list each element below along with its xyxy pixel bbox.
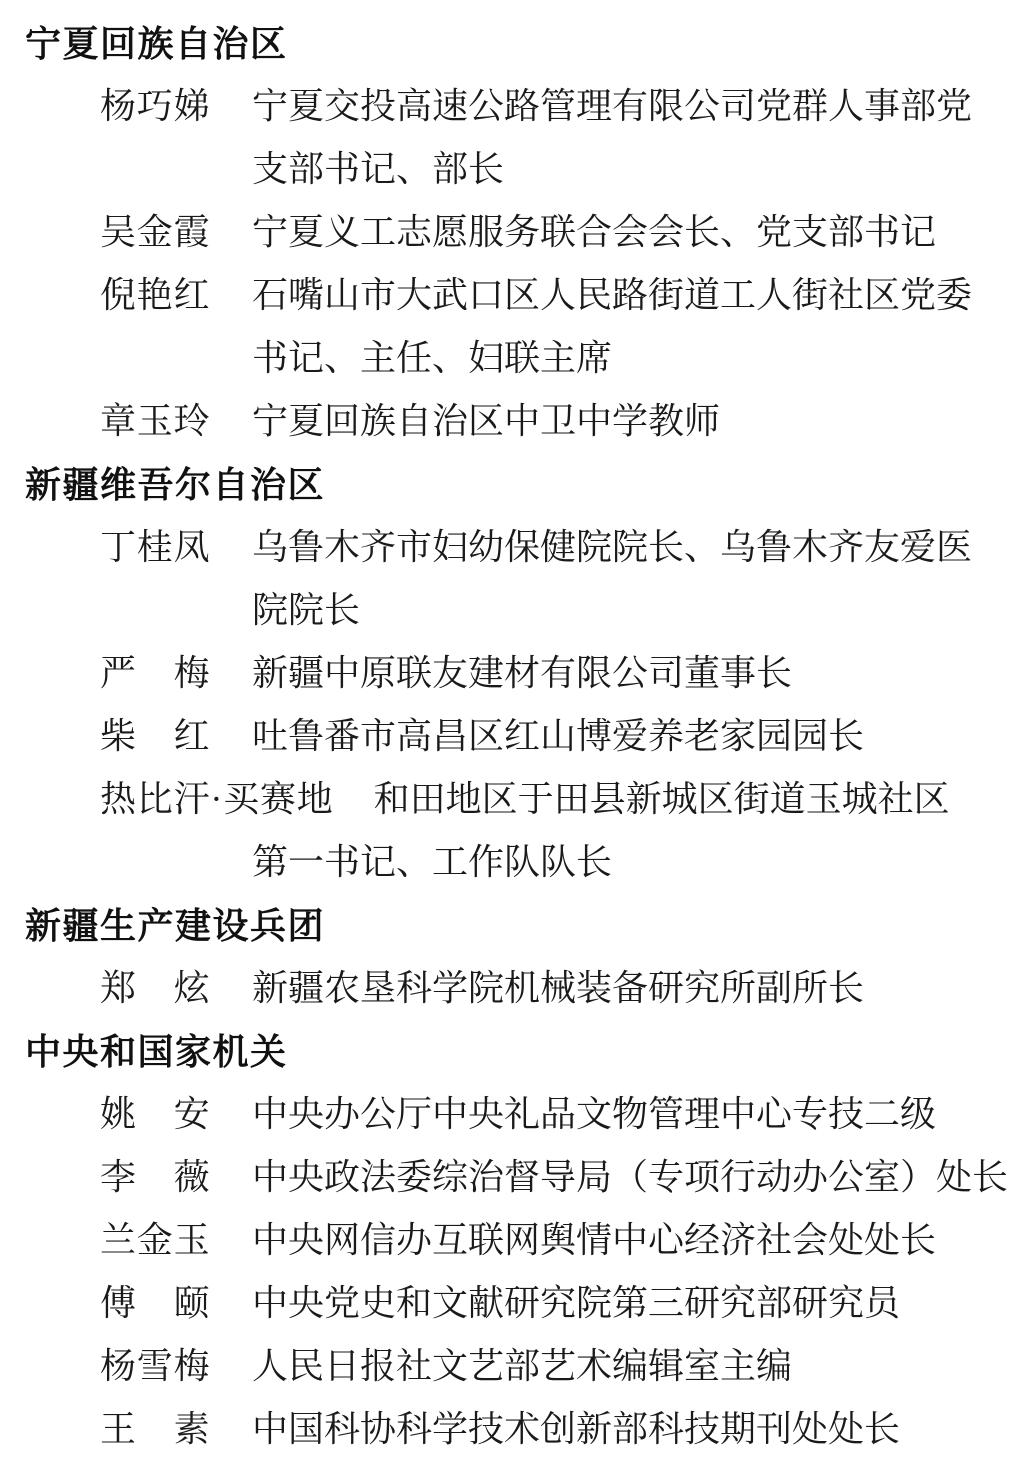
entry-title-line: 吐鲁番市高昌区红山博爱养老家园园长 [252, 716, 865, 756]
entry-first-line [0, 516, 1025, 579]
entry-first-line [0, 768, 1025, 831]
person-name: 热比汗·买赛地 [100, 779, 334, 819]
list-item [0, 1146, 1025, 1209]
entry-title-continuation: 院院长 [252, 590, 361, 630]
person-name: 柴 红 [100, 716, 211, 756]
list-item [0, 957, 1025, 1020]
entry-first-line [0, 264, 1025, 327]
entry-title-line: 中央党史和文献研究院第三研究部研究员 [252, 1283, 901, 1323]
entry-first-line [0, 1146, 1025, 1209]
entry-title-line: 宁夏义工志愿服务联合会会长、党支部书记 [252, 212, 937, 252]
person-name: 丁桂凤 [100, 527, 211, 567]
person-name: 兰金玉 [100, 1220, 211, 1260]
entry-first-line [0, 390, 1025, 453]
person-name: 杨巧娣 [100, 86, 211, 126]
entry-title-line: 人民日报社文艺部艺术编辑室主编 [252, 1346, 793, 1386]
entry-title-continuation: 第一书记、工作队队长 [252, 842, 613, 882]
person-name: 李 薇 [100, 1157, 211, 1197]
entry-title-line: 中央办公厅中央礼品文物管理中心专技二级 [252, 1094, 937, 1134]
list-item [0, 516, 1025, 642]
entry-first-line [0, 642, 1025, 705]
list-item [0, 1083, 1025, 1146]
entry-title-line: 宁夏交投高速公路管理有限公司党群人事部党 [252, 86, 973, 126]
entry-first-line [0, 1398, 1025, 1461]
entry-first-line [0, 201, 1025, 264]
section-header-xinjiang: 新疆维吾尔自治区 [25, 464, 326, 505]
list-item [0, 705, 1025, 768]
entry-title-line: 中央政法委综治督导局（专项行动办公室）处长 [252, 1157, 1009, 1197]
entry-first-line [0, 957, 1025, 1020]
person-name: 章玉玲 [100, 401, 211, 441]
list-item [0, 1335, 1025, 1398]
person-name: 倪艳红 [100, 275, 211, 315]
list-item [0, 1209, 1025, 1272]
list-item [0, 1272, 1025, 1335]
person-name: 严 梅 [100, 653, 211, 693]
person-name: 姚 安 [100, 1094, 211, 1134]
section-header-ningxia: 宁夏回族自治区 [25, 23, 288, 64]
entry-title-line: 石嘴山市大武口区人民路街道工人街社区党委 [252, 275, 973, 315]
entry-first-line [0, 1083, 1025, 1146]
person-name: 郑 炫 [100, 968, 211, 1008]
person-name: 杨雪梅 [100, 1346, 211, 1386]
entry-first-line [0, 705, 1025, 768]
list-item [0, 201, 1025, 264]
entry-title-line: 新疆农垦科学院机械装备研究所副所长 [252, 968, 865, 1008]
list-item [0, 75, 1025, 201]
entry-title-line: 乌鲁木齐市妇幼保健院院长、乌鲁木齐友爱医 [252, 527, 973, 567]
entry-first-line [0, 1209, 1025, 1272]
entry-title-continuation: 书记、主任、妇联主席 [252, 338, 613, 378]
entry-title-line: 新疆中原联友建材有限公司董事长 [252, 653, 793, 693]
entry-title-line: 中国科协科学技术创新部科技期刊处处长 [252, 1409, 901, 1449]
section-header-bingtuan: 新疆生产建设兵团 [25, 905, 326, 946]
list-item [0, 390, 1025, 453]
list-item [0, 768, 1025, 894]
entry-first-line [0, 1335, 1025, 1398]
entry-first-line [0, 1272, 1025, 1335]
person-name: 王 素 [100, 1409, 211, 1449]
entry-title-line: 和田地区于田县新城区街道玉城社区 [373, 779, 950, 819]
list-item [0, 1398, 1025, 1461]
entry-title-line: 中央网信办互联网舆情中心经济社会处处长 [252, 1220, 937, 1260]
section-header-central-state-organs: 中央和国家机关 [25, 1031, 288, 1072]
entry-title-continuation: 支部书记、部长 [252, 149, 505, 189]
person-name: 傅 颐 [100, 1283, 211, 1323]
list-item [0, 642, 1025, 705]
person-name: 吴金霞 [100, 212, 211, 252]
list-item [0, 264, 1025, 390]
entry-first-line [0, 75, 1025, 138]
entry-title-line: 宁夏回族自治区中卫中学教师 [252, 401, 721, 441]
